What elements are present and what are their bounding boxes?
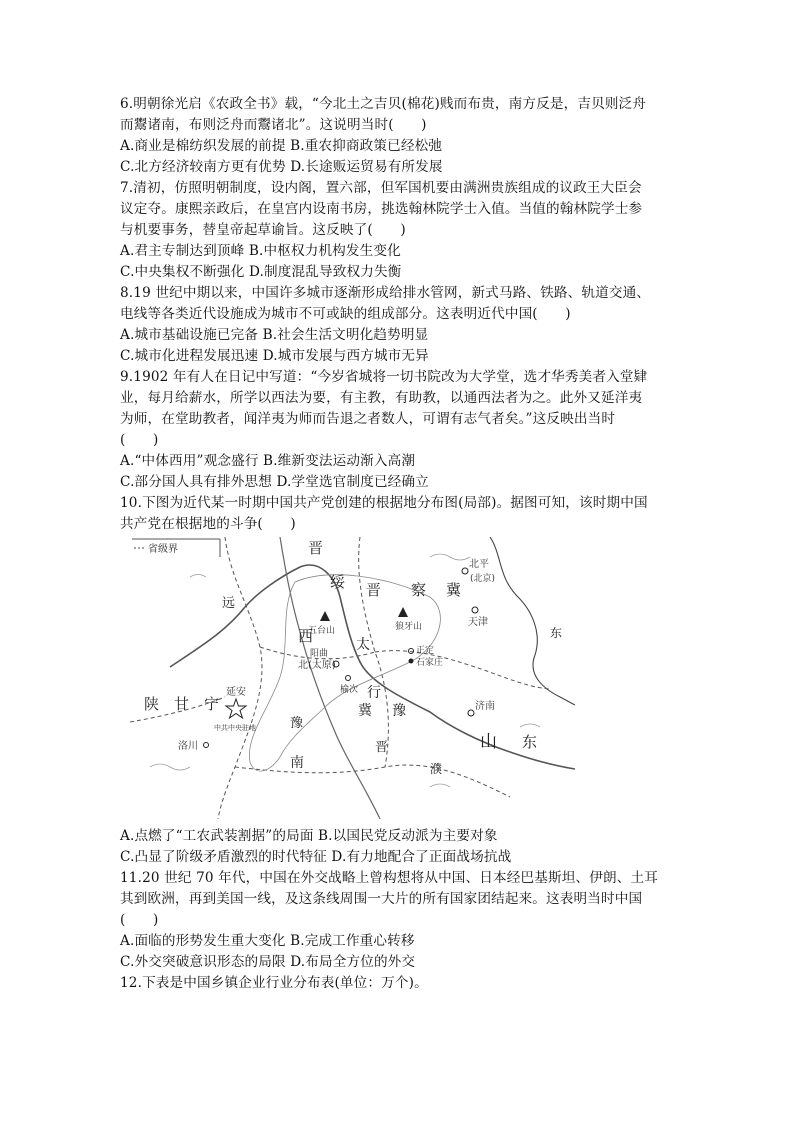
label-jin-corner: 东 <box>550 626 563 640</box>
tianjin-city-icon <box>472 607 478 613</box>
yanan-star-icon <box>226 699 246 718</box>
label-pu: 濮 <box>430 762 443 776</box>
label-yu: 豫 <box>392 703 406 719</box>
q7-options-cd: C.中央集权不断强化 D.制度混乱导致权力失衡 <box>120 264 402 280</box>
province-border-3 <box>375 651 550 689</box>
q7-options-ab: A.君主专制达到顶峰 B.中枢权力机构发生变化 <box>120 243 401 259</box>
label-shijiazhuang: 石家庄 <box>416 658 444 668</box>
zhengding-city-icon <box>409 649 414 654</box>
q10-stem-line-2: 共产党在根据地的斗争( ) <box>120 516 296 532</box>
q6-stem-line-1: 6.明朝徐光启《农政全书》载，“今北土之吉贝(棉花)贱而布贵，南方反是，吉贝则泛舟 <box>120 96 647 112</box>
label-dong: 东 <box>522 733 538 751</box>
label-sui: 绥 <box>330 573 346 591</box>
luochuan-city-icon <box>204 743 209 748</box>
label-jin-low: 晋 <box>375 740 389 755</box>
label-jin-bottom: 豫 <box>290 716 304 731</box>
label-wutaishan: 五台山 <box>308 626 336 636</box>
label-gan: 甘 <box>174 695 190 713</box>
base-area-outline <box>249 575 440 771</box>
label-jin-mid: 晋 <box>366 581 382 599</box>
q7-stem-line-1: 7.清初，仿照明朝制度，设内阁，置六部，但军国机要由满洲贵族组成的议政王大臣会 <box>120 180 642 196</box>
q9-options-ab: A.“中体西用”观念盛行 B.维新变法运动渐入高潮 <box>120 453 416 469</box>
label-zhengding: 正定 <box>416 646 435 656</box>
label-ning: 宁 <box>204 695 220 713</box>
base-area-map <box>130 537 575 819</box>
label-xi: 西 <box>298 627 314 645</box>
label-hang: 行 <box>367 685 381 701</box>
jinan-city-icon <box>468 710 474 716</box>
q9-stem-line-1: 9.1902 年有人在日记中写道：“今岁省城将一切书院改为大学堂，选才华秀美者入堂肄 <box>120 369 648 385</box>
label-taiyuan: 北(太原) <box>298 660 336 671</box>
q9-stem-line-3: 为师，在堂助教者，闻洋夷为师而告退之者数人，可谓有志气者矣。”这反映出当时 <box>120 411 616 427</box>
q11-options-ab: A.面临的形势发生重大变化 B.完成工作重心转移 <box>120 933 415 949</box>
label-ji-left: 冀 <box>358 703 372 719</box>
label-tianjin: 天津 <box>468 617 488 628</box>
coastline <box>490 537 575 705</box>
q7-stem-line-3: 与机要事务，替皇帝起草谕旨。这反映了( ) <box>120 222 406 238</box>
map-legend-label: 省级界 <box>148 544 178 555</box>
shijiazhuang-city-icon <box>409 659 414 664</box>
label-langyashan: 狼牙山 <box>395 622 423 632</box>
label-nan: 南 <box>290 755 304 771</box>
label-ji: 冀 <box>446 581 462 599</box>
label-shan: 山 <box>480 732 497 752</box>
q12-stem-line-1: 12.下表是中国乡镇企业行业分布表(单位：万个)。 <box>120 975 428 991</box>
q10-options-cd: C.凸显了阶级矛盾激烈的时代特征 D.有力地配合了正面战场抗战 <box>120 849 512 865</box>
q9-options-cd: C.部分国人具有排外思想 D.学堂选官制度已经确立 <box>120 474 429 490</box>
q9-stem-line-2: 业，每月给薪水，所学以西法为要，有主教，有助教，以通西法者为之。此外又延洋夷 <box>120 390 643 406</box>
label-beiping: 北平 <box>469 559 489 570</box>
label-tai: 太 <box>356 637 370 653</box>
q8-options-cd: C.城市化进程发展迅速 D.城市发展与西方城市无异 <box>120 348 429 364</box>
province-border-5 <box>235 765 510 797</box>
label-shaan: 陕 <box>144 695 160 713</box>
q9-stem-line-4: ( ) <box>120 432 159 448</box>
q10-stem-line-1: 10.下图为近代某一时期中国共产党创建的根据地分布图(局部)。据图可知，该时期中国 <box>120 495 648 511</box>
label-jinan: 济南 <box>475 701 495 712</box>
q6-stem-line-2: 而鬻诸南，布则泛舟而鬻诸北”。这说明当时( ) <box>120 117 427 133</box>
yuci-city-icon <box>346 676 351 681</box>
langyashan-mountain-icon <box>398 607 408 617</box>
label-yue-left: 远 <box>222 596 236 611</box>
q11-options-cd: C.外交突破意识形态的局限 D.布局全方位的外交 <box>120 954 416 970</box>
label-yuci: 榆次 <box>340 685 359 695</box>
q10-options-ab: A.点燃了“工农武装割据”的局面 B.以国民党反动派为主要对象 <box>120 828 498 844</box>
label-cha: 察 <box>411 581 427 599</box>
label-yanan: 延安 <box>226 687 246 698</box>
q8-stem-line-1: 8.19 世纪中期以来，中国许多城市逐渐形成给排水管网，新式马路、铁路、轨道交通、 <box>120 285 651 301</box>
q7-stem-line-2: 议定夺。康熙亲政后，在皇宫内设南书房，挑选翰林院学士入值。当值的翰林院学士参 <box>120 201 643 217</box>
q6-options-ab: A.商业是棉纺织发展的前提 B.重农抑商政策已经松弛 <box>120 138 443 154</box>
beiping-city-icon <box>462 568 468 574</box>
q8-options-ab: A.城市基础设施已完备 B.社会生活文明化趋势明显 <box>120 327 429 343</box>
label-yangqu: 阳曲 <box>310 649 329 659</box>
q11-stem-line-3: ( ) <box>120 912 159 928</box>
label-beijing-paren: (北京) <box>470 574 496 584</box>
label-luochuan: 洛川 <box>178 741 198 752</box>
q11-stem-line-1: 11.20 世纪 70 年代，中国在外交战略上曾构想将从中国、日本经巴基斯坦、伊朗、土耳 <box>120 870 658 886</box>
label-jin-top: 晋 <box>308 539 324 557</box>
q6-options-cd: C.北方经济较南方更有优势 D.长途贩运贸易有所发展 <box>120 159 443 175</box>
q8-stem-line-2: 电线等各类近代设施成为城市不可或缺的组成部分。这表明近代中国( ) <box>120 306 571 322</box>
province-border-1 <box>218 537 262 819</box>
q11-stem-line-2: 其到欧洲，再到美国一线，及这条线周围一大片的所有国家团结起来。这表明当时中国 <box>120 891 643 907</box>
label-zhongyang: 中共中央驻地 <box>214 724 256 732</box>
wutaishan-mountain-icon <box>320 611 330 621</box>
